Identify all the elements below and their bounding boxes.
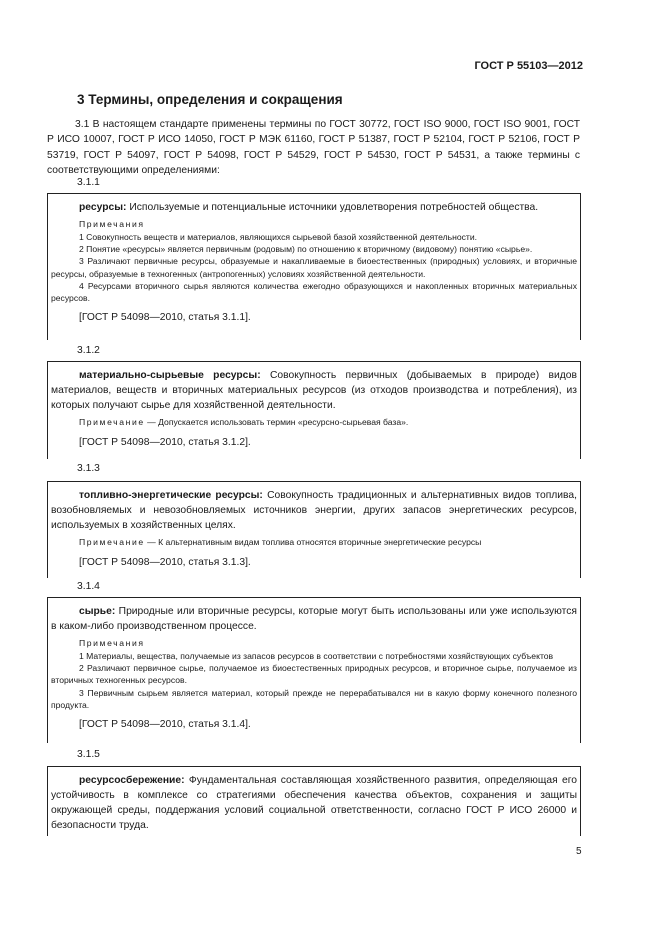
notes-label: Примечания <box>79 219 145 229</box>
term-definition <box>51 773 577 833</box>
term-name: сырье: <box>79 606 116 617</box>
document-id: ГОСТ Р 55103—2012 <box>474 60 583 72</box>
term-source: [ГОСТ Р 54098—2010, статья 3.1.2]. <box>79 437 251 448</box>
term-name: ресурсосбережение: <box>79 775 185 786</box>
definition-text: Фундаментальная составляющая хозяйственного развития, определяющая его устойчивость в комплексе со стратегиями обеспечения качества объектов, сохранения и защиты окружающей среды, поддержания условий социальной ответственности, согласно ГОСТ Р ИСО 26000 и безопасности труда. <box>51 775 577 831</box>
term-definition <box>51 368 577 413</box>
term-number: 3.1.5 <box>77 749 100 760</box>
note-item: 4 Ресурсами вторичного сырья являются количества ежегодно образующихся и накопленных вторичных материальных ресурсов. <box>51 280 577 304</box>
term-number: 3.1.3 <box>77 463 100 474</box>
note-text: — Допускается использовать термин «ресурсно-сырьевая база». <box>147 417 409 427</box>
term-number: 3.1.2 <box>77 345 100 356</box>
intro-paragraph <box>47 117 580 179</box>
note-text: — К альтернативным видам топлива относятся вторичные энергетические ресурсы <box>147 537 482 547</box>
term-definition <box>51 604 577 634</box>
term-definition <box>51 200 577 215</box>
term-box <box>47 597 581 743</box>
note-item: 1 Совокупность веществ и материалов, являющихся сырьевой базой хозяйственной деятельности. <box>79 232 478 242</box>
note-item: 2 Понятие «ресурсы» является первичным (родовым) по отношению к вторичному (видовому) понятию «сырье». <box>79 244 533 255</box>
term-box <box>47 481 581 578</box>
definition-text: Используемые и потенциальные источники удовлетворения потребностей общества. <box>129 202 539 213</box>
page-number: 5 <box>576 846 582 857</box>
term-definition <box>51 488 577 533</box>
term-name: ресурсы: <box>79 202 127 213</box>
note-item: 3 Различают первичные ресурсы, образуемые и накапливаемые в биоестественных (природных) условиях, и вторичные ресурсы, образуемые в техногенных (антропогенных) условиях хозяйственной деятельности. <box>51 256 577 279</box>
definition-text: Совокупность традиционных и альтернативных видов топлива, возобновляемых и невозобновляемых источников энергии, других запасов энергетических ресурсов, используемых в хозяйственных целях. <box>51 490 577 531</box>
note-item: 3 Первичным сырьем является материал, который прежде не перерабатывался ни в какую форму конечного полезного продукта. <box>51 687 577 710</box>
note-label: Примечание <box>79 537 145 547</box>
definition-text: Совокупность первичных (добываемых в природе) видов материалов, веществ и вторичных материальных ресурсов (из отходов производства и потребления), из которых получают сырье для хозяйственной деятельности. <box>51 370 577 411</box>
term-source: [ГОСТ Р 54098—2010, статья 3.1.4]. <box>79 719 251 731</box>
term-number: 3.1.4 <box>77 581 100 592</box>
definition-text: Природные или вторичные ресурсы, которые могут быть использованы или уже используются в каком-либо производственном процессе. <box>51 606 577 632</box>
note-item: 2 Различают первичное сырье, получаемое из биоестественных природных ресурсов, и вторичное сырье, получаемое из вторичных техногенных ресурсов. <box>51 663 577 686</box>
note-label: Примечание <box>79 417 145 427</box>
term-number: 3.1.1 <box>77 177 100 188</box>
note-item <box>51 416 577 429</box>
note-item: 1 Материалы, вещества, получаемые из запасов ресурсов в соответствии с потребностями хозяйствующих субъектов <box>79 651 554 661</box>
term-source: [ГОСТ Р 54098—2010, статья 3.1.1]. <box>79 312 251 324</box>
term-name: материально-сырьевые ресурсы: <box>79 370 261 381</box>
term-source: [ГОСТ Р 54098—2010, статья 3.1.3]. <box>79 557 251 568</box>
term-name: топливно-энергетические ресурсы: <box>79 490 263 501</box>
term-box <box>47 766 581 836</box>
intro-text: 3.1 В настоящем стандарте применены термины по ГОСТ 30772, ГОСТ ISO 9000, ГОСТ ISO 9001, ГОСТ Р ИСО 10007, ГОСТ Р ИСО 14050, ГОСТ Р МЭК 61160, ГОСТ Р 51387, ГОСТ Р 52104, ГОСТ Р 52106, ГОСТ Р 53719, ГОСТ Р 54097, ГОСТ Р 54098, ГОСТ Р 54529, ГОСТ Р 54530, ГОСТ Р 54531, а также термины с соответствующими определениями: <box>47 119 580 177</box>
term-box <box>47 193 581 340</box>
section-title: 3 Термины, определения и сокращения <box>77 92 343 107</box>
note-item <box>51 536 577 549</box>
term-box <box>47 361 581 459</box>
notes-label: Примечания <box>79 638 145 648</box>
